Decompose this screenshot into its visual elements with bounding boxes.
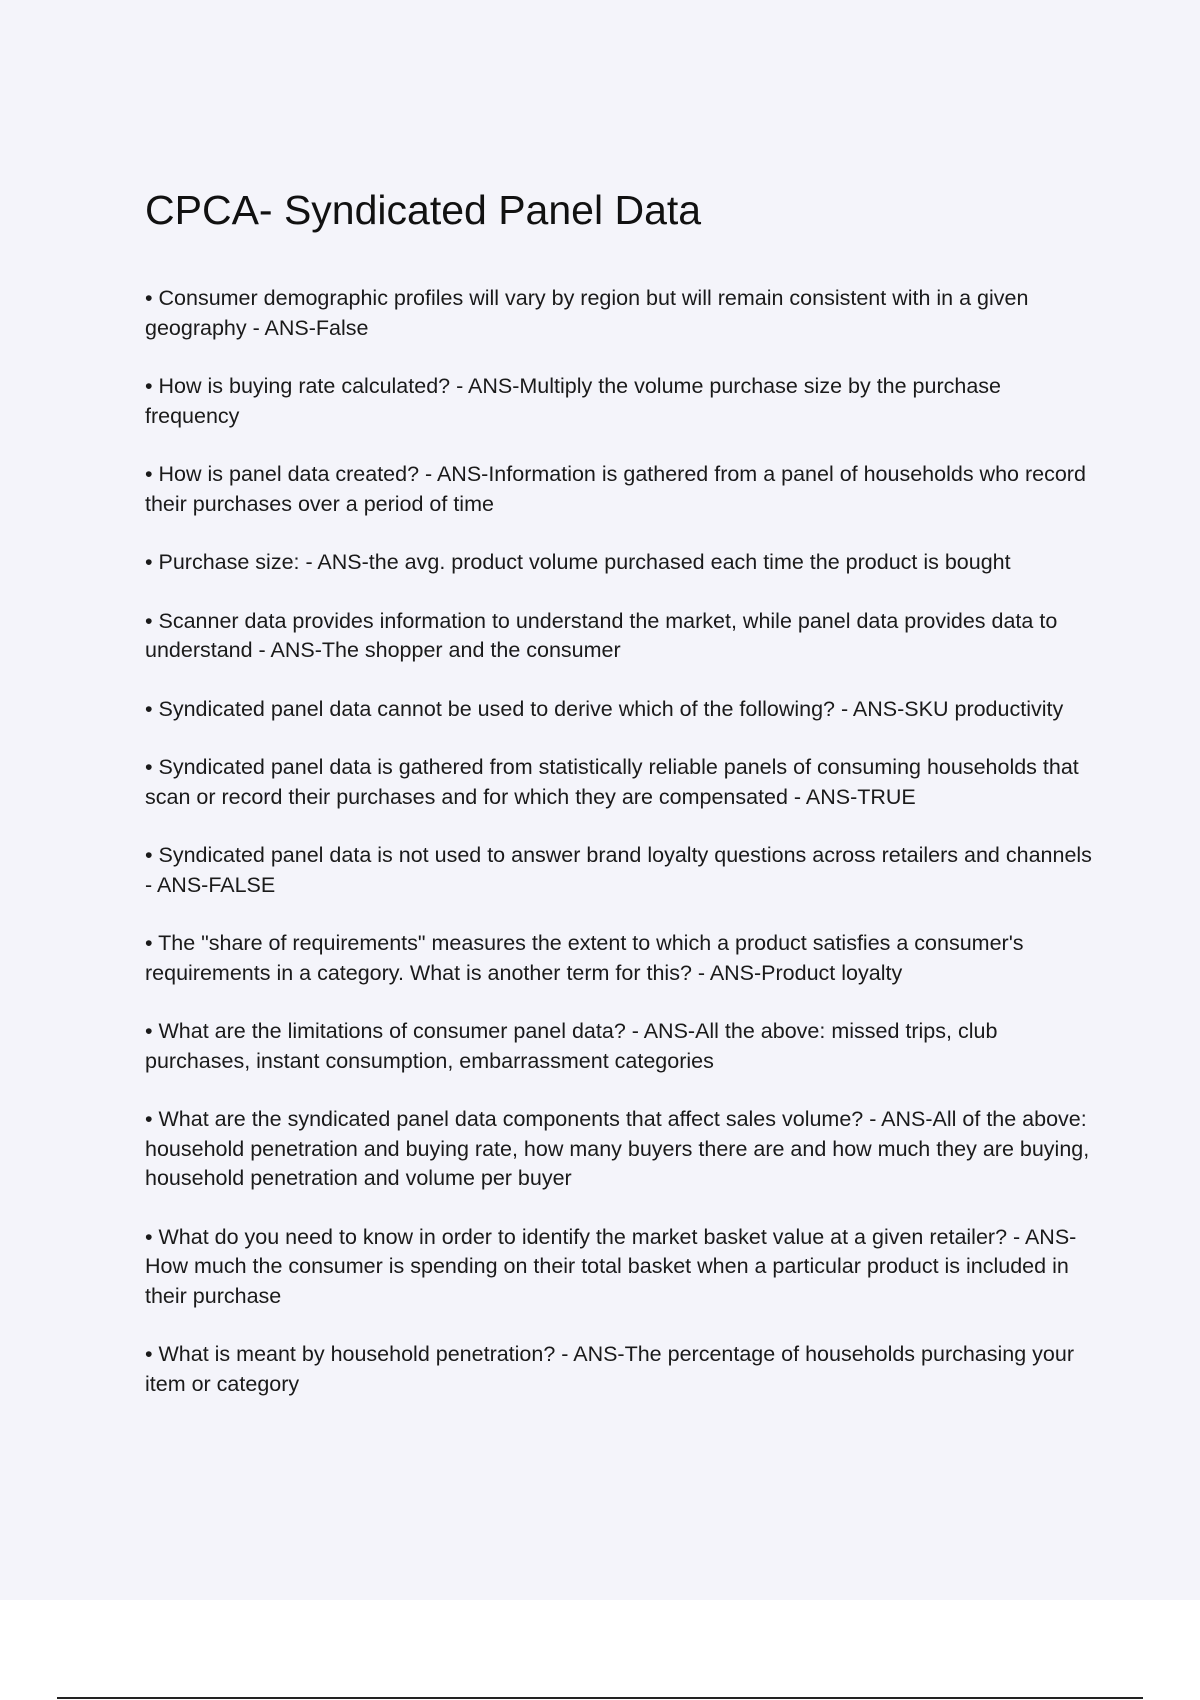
qa-item: • The "share of requirements" measures the extent to which a product satisfies a consumer's requirements in a category. What is another term for this? - ANS-Product loyalty [145, 931, 1024, 985]
qa-item: • Syndicated panel data cannot be used to derive which of the following? - ANS-SKU productivity [145, 696, 1064, 721]
qa-item: • Consumer demographic profiles will vary by region but will remain consistent with in a given geography - ANS-False [145, 286, 1029, 340]
qa-item: • What is meant by household penetration? - ANS-The percentage of households purchasing your item or category [145, 1342, 1075, 1396]
qa-item: • How is panel data created? - ANS-Information is gathered from a panel of households who record their purchases over a period of time [145, 462, 1086, 516]
qa-item: • Syndicated panel data is gathered from statistically reliable panels of consuming households that scan or record their purchases and for which they are compensated - ANS-TRUE [145, 755, 1079, 809]
qa-item: • What do you need to know in order to identify the market basket value at a given retailer? - ANS-How much the consumer is spending on their total basket when a particular product is included in their purchase [145, 1224, 1077, 1308]
qa-item: • Scanner data provides information to understand the market, while panel data provides data to understand - ANS-The shopper and the consumer [145, 608, 1058, 662]
qa-list [145, 284, 1095, 1399]
qa-item: • How is buying rate calculated? - ANS-Multiply the volume purchase size by the purchase frequency [145, 374, 1002, 428]
page-title: CPCA- Syndicated Panel Data [145, 187, 702, 233]
footer-divider [57, 1697, 1143, 1699]
qa-item: • What are the syndicated panel data components that affect sales volume? - ANS-All of the above: household penetration and buying rate, how many buyers there are and how much they are buying, household penetration and volume per buyer [145, 1107, 1090, 1190]
qa-item: • Syndicated panel data is not used to answer brand loyalty questions across retailers and channels - ANS-FALSE [145, 843, 1092, 897]
document-content [145, 182, 1095, 1428]
qa-item: • Purchase size: - ANS-the avg. product volume purchased each time the product is bought [145, 550, 1011, 574]
qa-item: • What are the limitations of consumer panel data? - ANS-All the above: missed trips, club purchases, instant consumption, embarrassment categories [145, 1019, 998, 1073]
